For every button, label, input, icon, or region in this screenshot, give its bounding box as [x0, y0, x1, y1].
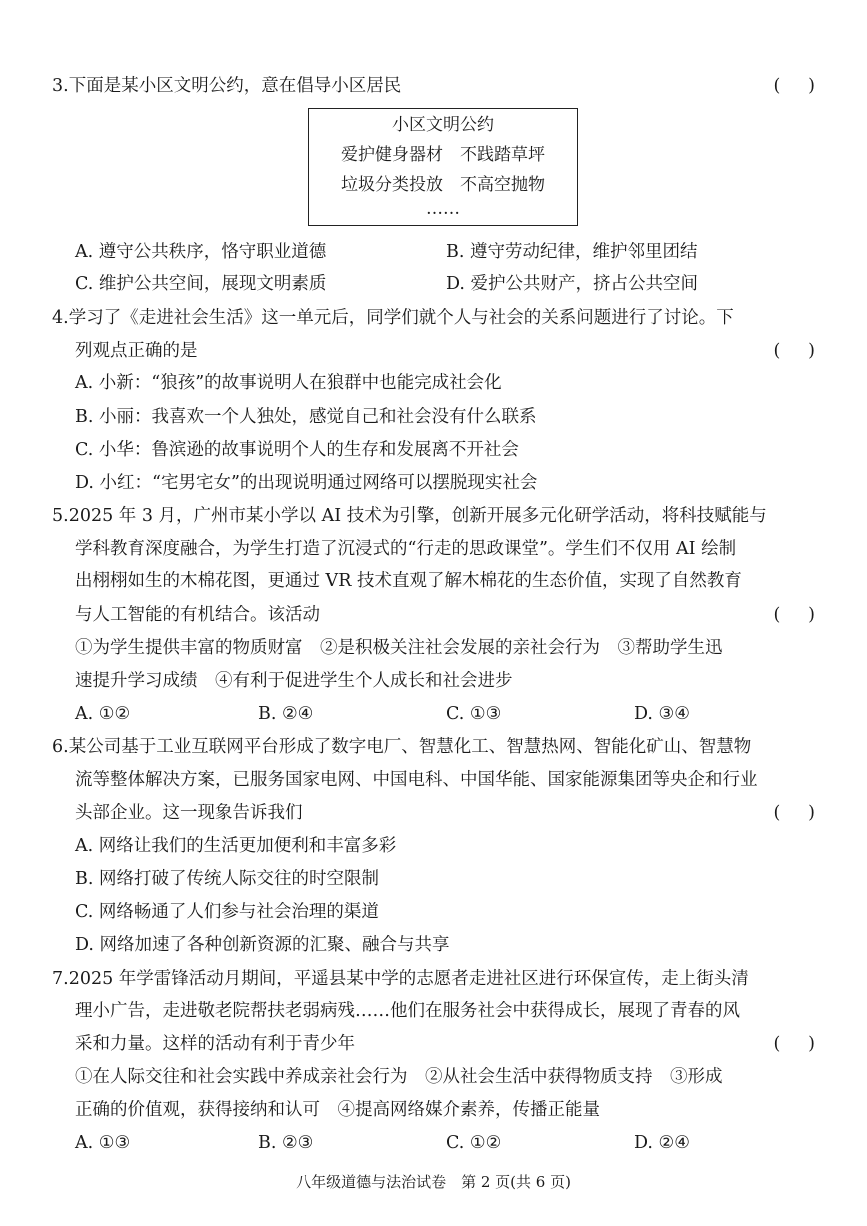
q7-stem-line-3: 采和力量。这样的活动有利于青少年 — [75, 1034, 355, 1054]
page-footer: 八年级道德与法治试卷 第 2 页(共 6 页) — [296, 1173, 571, 1191]
q5-items-line-2: 速提升学习成绩 ④有利于促进学生个人成长和社会进步 — [75, 671, 513, 691]
q7-stem-line-1: 7.2025 年学雷锋活动月期间，平遥县某中学的志愿者走进社区进行环保宣传，走上街头清 — [52, 969, 749, 989]
q5-stem-line-4: 与人工智能的有机结合。该活动 — [75, 605, 320, 625]
q6-option-b: B. 网络打破了传统人际交往的时空限制 — [75, 869, 379, 889]
q3-option-a: A. 遵守公共秩序，恪守职业道德 — [75, 242, 327, 262]
convention-ellipsis: …… — [426, 199, 460, 219]
q7-option-a: A. ①③ — [75, 1133, 131, 1153]
convention-line-1: 爱护健身器材 不践踏草坪 — [341, 145, 545, 165]
q5-answer-bracket: ( ) — [773, 605, 815, 625]
q5-stem-line-1: 5.2025 年 3 月，广州市某小学以 AI 技术为引擎，创新开展多元化研学活动，将科技赋能与 — [52, 506, 767, 526]
q5-stem-line-3: 出栩栩如生的木棉花图，更通过 VR 技术直观了解木棉花的生态价值，实现了自然教育 — [75, 571, 742, 591]
q3-stem: 3.下面是某小区文明公约，意在倡导小区居民 — [52, 76, 402, 96]
q4-answer-bracket: ( ) — [773, 341, 815, 361]
q3-answer-bracket: ( ) — [773, 76, 815, 96]
q7-answer-bracket: ( ) — [773, 1034, 815, 1054]
convention-title: 小区文明公约 — [392, 115, 494, 135]
q6-stem-line-3: 头部企业。这一现象告诉我们 — [75, 803, 303, 823]
q5-option-a: A. ①② — [75, 704, 131, 724]
q5-option-b: B. ②④ — [258, 704, 314, 724]
q5-stem-line-2: 学科教育深度融合，为学生打造了沉浸式的“行走的思政课堂”。学生们不仅用 AI 绘制 — [75, 539, 737, 559]
q6-answer-bracket: ( ) — [773, 803, 815, 823]
q4-stem-line-1: 4.学习了《走进社会生活》这一单元后，同学们就个人与社会的关系问题进行了讨论。下 — [52, 308, 734, 328]
q4-option-b: B. 小丽：我喜欢一个人独处，感觉自己和社会没有什么联系 — [75, 407, 537, 427]
q7-option-b: B. ②③ — [258, 1133, 314, 1153]
q4-option-a: A. 小新：“狼孩”的故事说明人在狼群中也能完成社会化 — [75, 373, 502, 393]
q6-option-a: A. 网络让我们的生活更加便利和丰富多彩 — [75, 836, 397, 856]
q3-convention-box — [308, 108, 578, 226]
q3-option-b: B. 遵守劳动纪律，维护邻里团结 — [446, 242, 698, 262]
q4-option-c: C. 小华：鲁滨逊的故事说明个人的生存和发展离不开社会 — [75, 440, 519, 460]
q7-option-d: D. ②④ — [634, 1133, 690, 1153]
q7-items-line-2: 正确的价值观，获得接纳和认可 ④提高网络媒介素养，传播正能量 — [75, 1100, 600, 1120]
q4-stem-line-2: 列观点正确的是 — [75, 341, 198, 361]
q5-option-d: D. ③④ — [634, 704, 690, 724]
q6-option-d: D. 网络加速了各种创新资源的汇聚、融合与共享 — [75, 935, 450, 955]
q3-option-d: D. 爱护公共财产，挤占公共空间 — [446, 274, 699, 294]
q6-stem-line-2: 流等整体解决方案，已服务国家电网、中国电科、中国华能、国家能源集团等央企和行业 — [75, 770, 758, 790]
q5-items-line-1: ①为学生提供丰富的物质财富 ②是积极关注社会发展的亲社会行为 ③帮助学生迅 — [75, 638, 723, 658]
q3-option-c: C. 维护公共空间，展现文明素质 — [75, 274, 327, 294]
q6-option-c: C. 网络畅通了人们参与社会治理的渠道 — [75, 902, 379, 922]
convention-line-2: 垃圾分类投放 不高空抛物 — [341, 175, 545, 195]
q4-option-d: D. 小红：“宅男宅女”的出现说明通过网络可以摆脱现实社会 — [75, 473, 538, 493]
q6-stem-line-1: 6.某公司基于工业互联网平台形成了数字电厂、智慧化工、智慧热网、智能化矿山、智慧物 — [52, 737, 752, 757]
q5-option-c: C. ①③ — [446, 704, 502, 724]
q7-items-line-1: ①在人际交往和社会实践中养成亲社会行为 ②从社会生活中获得物质支持 ③形成 — [75, 1067, 723, 1087]
q7-option-c: C. ①② — [446, 1133, 502, 1153]
q7-stem-line-2: 理小广告，走进敬老院帮扶老弱病残……他们在服务社会中获得成长，展现了青春的风 — [75, 1001, 740, 1021]
